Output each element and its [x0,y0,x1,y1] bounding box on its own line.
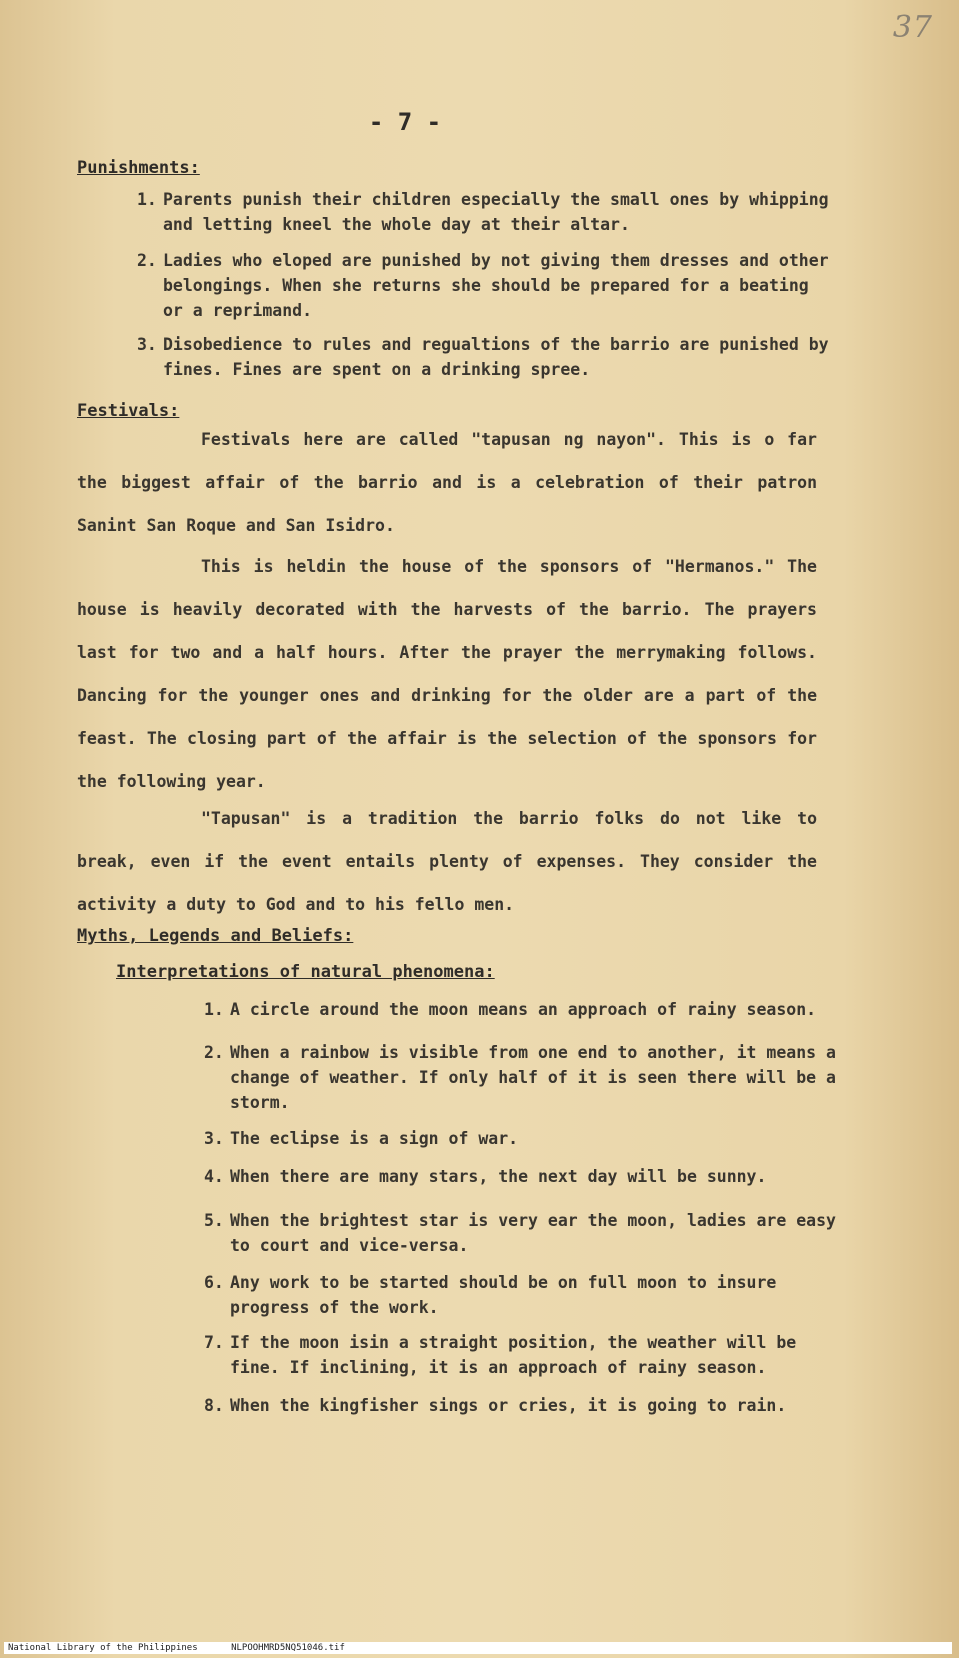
list-item: 3. The eclipse is a sign of war. [204,1129,519,1148]
list-item: 8. When the kingfisher sings or cries, it is going to rain. [204,1396,787,1415]
festivals-paragraph: This is heldin the house of the sponsors of "Hermanos." The house is heavily decorated with the harvests of the barrio. The prayers last for two and a half hours. After the prayer the merrymaking follows. Dancing for the younger ones and drinking for the older are a part of the feast. The closing part of the affair is the selection of the sponsors for the following year. [77,557,817,791]
footer-library: National Library of the Philippines [8,1643,198,1653]
list-item: 2. When a rainbow is visible from one end to another, it means a change of weather. If only half of it is seen there will be a storm. [204,1043,836,1112]
scan-footer [4,1642,952,1654]
page-number: - 7 - [368,108,442,136]
list-item: 2. Ladies who eloped are punished by not giving them dresses and other belongings. When she returns she should be prepared for a beating or a reprimand. [137,251,829,320]
list-item: 3. Disobedience to rules and regualtions of the barrio are punished by fines. Fines are spent on a drinking spree. [137,335,829,379]
myths-heading: Myths, Legends and Beliefs: [77,926,354,946]
handwritten-page-number: 37 [892,10,933,45]
footer-file: NLPOOHMRD5NQ51046.tif [231,1643,345,1653]
punishments-heading: Punishments: [77,158,200,178]
list-item: 4. When there are many stars, the next day will be sunny. [204,1167,767,1186]
list-item: 1. Parents punish their children especially the small ones by whipping and letting kneel the whole day at their altar. [137,190,829,234]
list-item: 7. If the moon isin a straight position, the weather will be fine. If inclining, it is an approach of rainy season. [204,1333,797,1377]
festivals-paragraph: "Tapusan" is a tradition the barrio folks do not like to break, even if the event entails plenty of expenses. They consider the activity a duty to God and to his fello men. [77,809,817,914]
list-item: 1. A circle around the moon means an approach of rainy season. [204,1000,817,1019]
festivals-paragraph: Festivals here are called "tapusan ng nayon". This is o far the biggest affair of the barrio and is a celebration of their patron Sanint San Roque and San Isidro. [77,430,817,535]
list-item: 5. When the brightest star is very ear the moon, ladies are easy to court and vice-versa. [204,1211,836,1255]
phenomena-subheading: Interpretations of natural phenomena: [116,962,495,982]
festivals-heading: Festivals: [77,401,180,421]
list-item: 6. Any work to be started should be on full moon to insure progress of the work. [204,1273,777,1317]
